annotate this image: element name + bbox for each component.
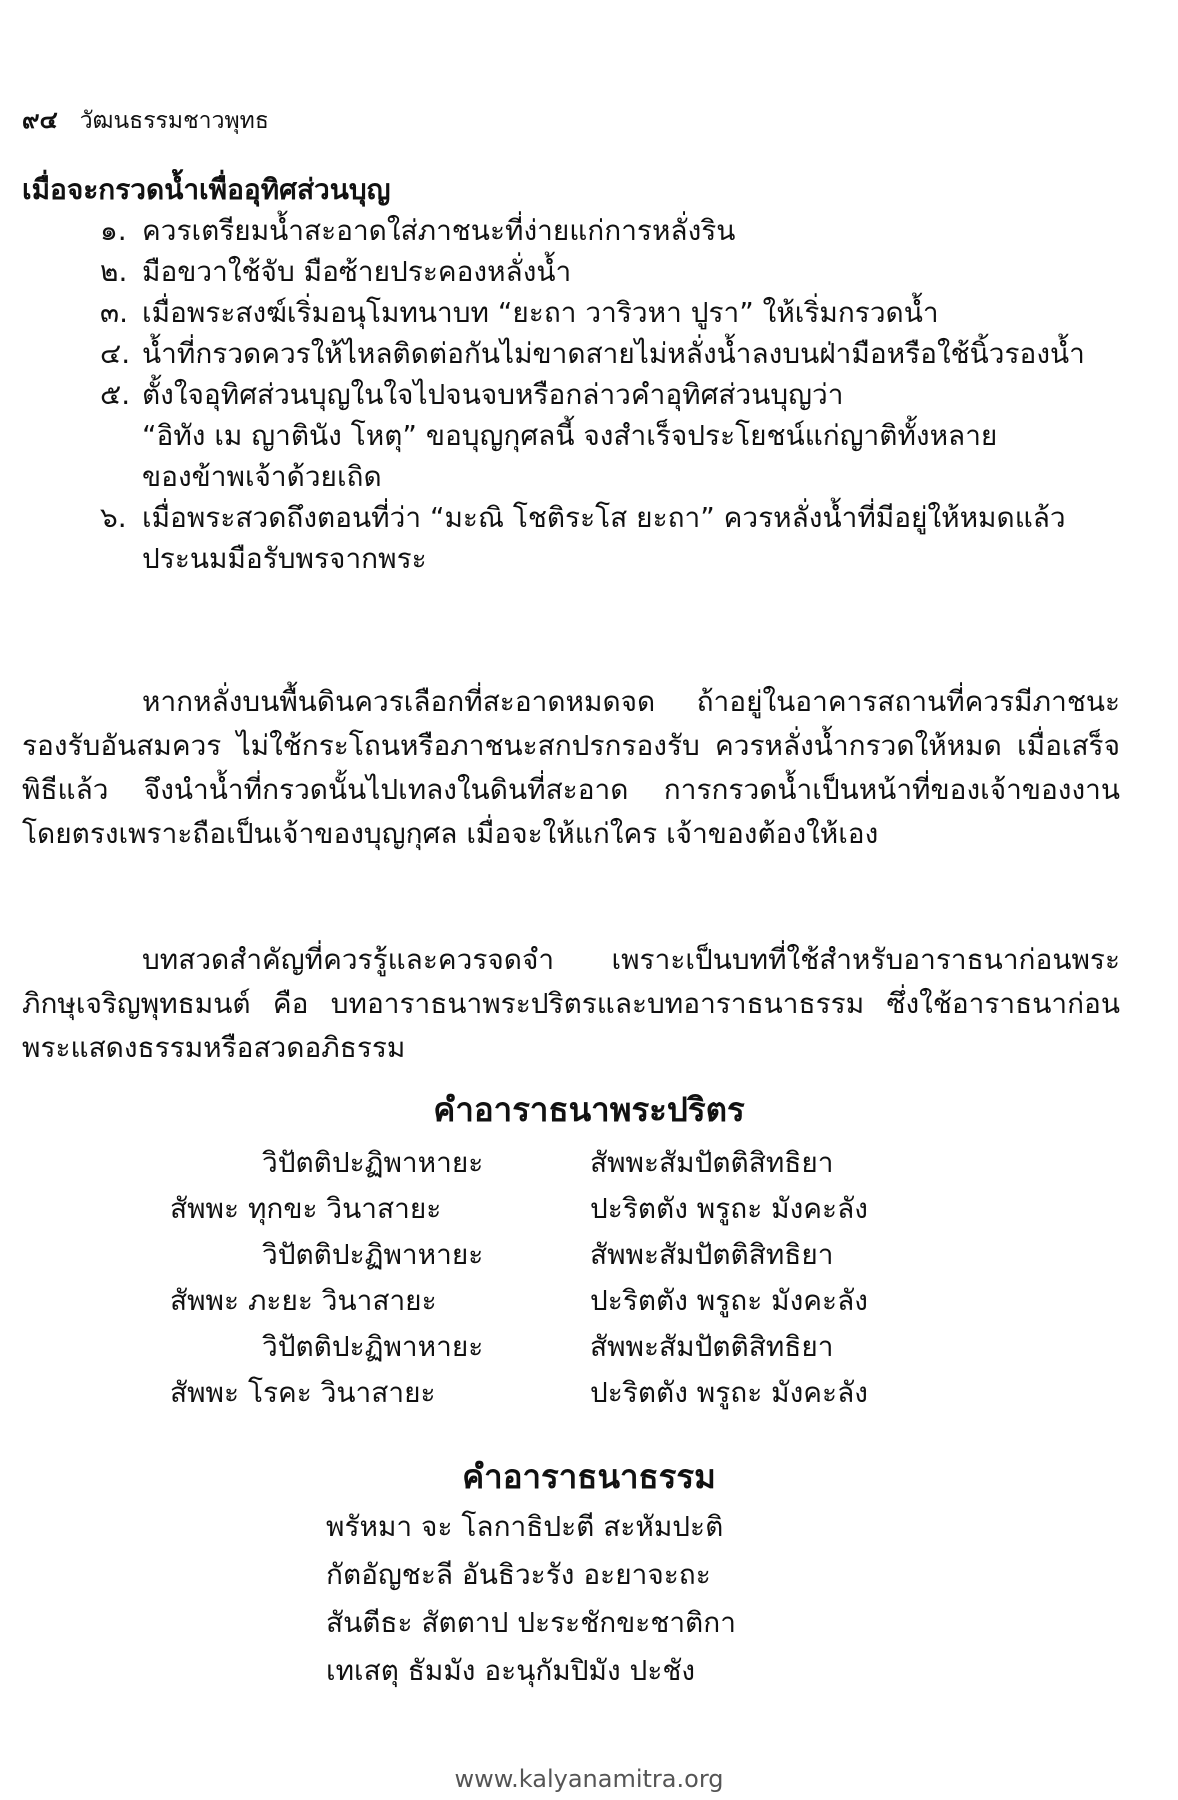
verse-line: สันตีธะ สัตตาป ปะระชักขะชาติกา bbox=[326, 1606, 736, 1639]
verse-line bbox=[170, 1370, 930, 1416]
verse-line bbox=[170, 1140, 930, 1186]
verse-right: ปะริตตัง พรูถะ มังคะลัง bbox=[590, 1284, 868, 1317]
step-number: ๕. bbox=[100, 378, 131, 411]
page-number: ๙๔ bbox=[22, 106, 58, 134]
verse-line: พรัหมา จะ โลกาธิปะตี สะหัมปะติ bbox=[326, 1510, 724, 1543]
section-title: เมื่อจะกรวดน้ำเพื่ออุทิศส่วนบุญ bbox=[22, 173, 391, 206]
step-text: ควรเตรียมน้ำสะอาดใส่ภาชนะที่ง่ายแก่การหลั่งริน bbox=[142, 214, 736, 247]
step-number: ๔. bbox=[100, 337, 131, 370]
step-text: มือขวาใช้จับ มือซ้ายประคองหลั่งน้ำ bbox=[142, 255, 572, 288]
step-text: เมื่อพระสงฆ์เริ่มอนุโมทนาบท “ยะถา วาริวหา ปูรา” ให้เริ่มกรวดน้ำ bbox=[142, 296, 939, 329]
step-text: น้ำที่กรวดควรให้ไหลติดต่อกันไม่ขาดสายไม่หลั่งน้ำลงบนฝ่ามือหรือใช้นิ้วรองน้ำ bbox=[142, 337, 1085, 370]
chant-title-paritta: คำอาราธนาพระปริตร bbox=[433, 1090, 745, 1129]
steps-list bbox=[100, 210, 1118, 579]
verse-line bbox=[170, 1278, 930, 1324]
verse-line bbox=[170, 1186, 930, 1232]
step-number: ๑. bbox=[100, 214, 127, 247]
verse-right: ปะริตตัง พรูถะ มังคะลัง bbox=[590, 1192, 868, 1225]
book-title: วัฒนธรรมชาวพุทธ bbox=[79, 108, 269, 134]
chant-title-dhamma: คำอาราธนาธรรม bbox=[462, 1457, 716, 1496]
verse-left: สัพพะ ทุกขะ วินาสายะ bbox=[170, 1192, 442, 1225]
step-item bbox=[100, 497, 1118, 579]
step-text: ตั้งใจอุทิศส่วนบุญในใจไปจนจบหรือกล่าวคำอุทิศส่วนบุญว่า “อิทัง เม ญาตินัง โหตุ” ขอบุญกุศลนี้ จงสำเร็จประโยชน์แก่ญาติทั้งหลาย ของข้าพเจ้าด้วยเถิด bbox=[142, 378, 998, 493]
verse-right: สัพพะสัมปัตติสิทธิยา bbox=[590, 1330, 834, 1363]
chant-verses-paritta bbox=[170, 1140, 930, 1416]
step-item bbox=[100, 210, 1118, 251]
verse-left: วิปัตติปะฏิพาหายะ bbox=[262, 1330, 484, 1363]
verse-right: สัพพะสัมปัตติสิทธิยา bbox=[590, 1146, 834, 1179]
verse-line bbox=[170, 1324, 930, 1370]
page-header bbox=[22, 100, 269, 139]
step-number: ๒. bbox=[100, 255, 128, 288]
chant-verses-dhamma bbox=[326, 1503, 736, 1695]
verse-line: กัตอัญชะลี อันธิวะรัง อะยาจะถะ bbox=[326, 1558, 711, 1591]
website-footer: www.kalyanamitra.org bbox=[454, 1765, 724, 1793]
verse-right: ปะริตตัง พรูถะ มังคะลัง bbox=[590, 1376, 868, 1409]
verse-left: สัพพะ โรคะ วินาสายะ bbox=[170, 1376, 436, 1409]
step-number: ๓. bbox=[100, 296, 129, 329]
paragraph-water-pouring: หากหลั่งบนพื้นดินควรเลือกที่สะอาดหมดจด ถ้าอยู่ในอาคารสถานที่ควรมีภาชนะรองรับอันสมควร ไม่ใช้กระโถนหรือภาชนะสกปรกรองรับ ควรหลั่งน้ำกรวดให้หมด เมื่อเสร็จพิธีแล้ว จึงนำน้ำที่กรวดนั้นไปเทลงในดินที่สะอาด การกรวดน้ำเป็นหน้าที่ของเจ้าของงานโดยตรงเพราะถือเป็นเจ้าของบุญกุศล เมื่อจะให้แก่ใคร เจ้าของต้องให้เอง bbox=[22, 685, 1120, 850]
step-item bbox=[100, 292, 1118, 333]
verse-line: เทเสตุ ธัมมัง อะนุกัมปิมัง ปะชัง bbox=[326, 1654, 696, 1687]
step-item bbox=[100, 333, 1118, 374]
step-item bbox=[100, 374, 1118, 497]
paragraph-chants-intro: บทสวดสำคัญที่ควรรู้และควรจดจำ เพราะเป็นบทที่ใช้สำหรับอาราธนาก่อนพระภิกษุเจริญพุทธมนต์ คือ บทอาราธนาพระปริตรและบทอาราธนาธรรม ซึ่งใช้อาราธนาก่อนพระแสดงธรรมหรือสวดอภิธรรม bbox=[22, 943, 1120, 1064]
verse-right: สัพพะสัมปัตติสิทธิยา bbox=[590, 1238, 834, 1271]
step-text: เมื่อพระสวดถึงตอนที่ว่า “มะณิ โชติระโส ยะถา” ควรหลั่งน้ำที่มีอยู่ให้หมดแล้ว ประนมมือรับพรจากพระ bbox=[142, 501, 1066, 575]
verse-left: สัพพะ ภะยะ วินาสายะ bbox=[170, 1284, 437, 1317]
verse-line bbox=[170, 1232, 930, 1278]
step-number: ๖. bbox=[100, 501, 127, 534]
verse-left: วิปัตติปะฏิพาหายะ bbox=[262, 1238, 484, 1271]
step-item bbox=[100, 251, 1118, 292]
verse-left: วิปัตติปะฏิพาหายะ bbox=[262, 1146, 484, 1179]
